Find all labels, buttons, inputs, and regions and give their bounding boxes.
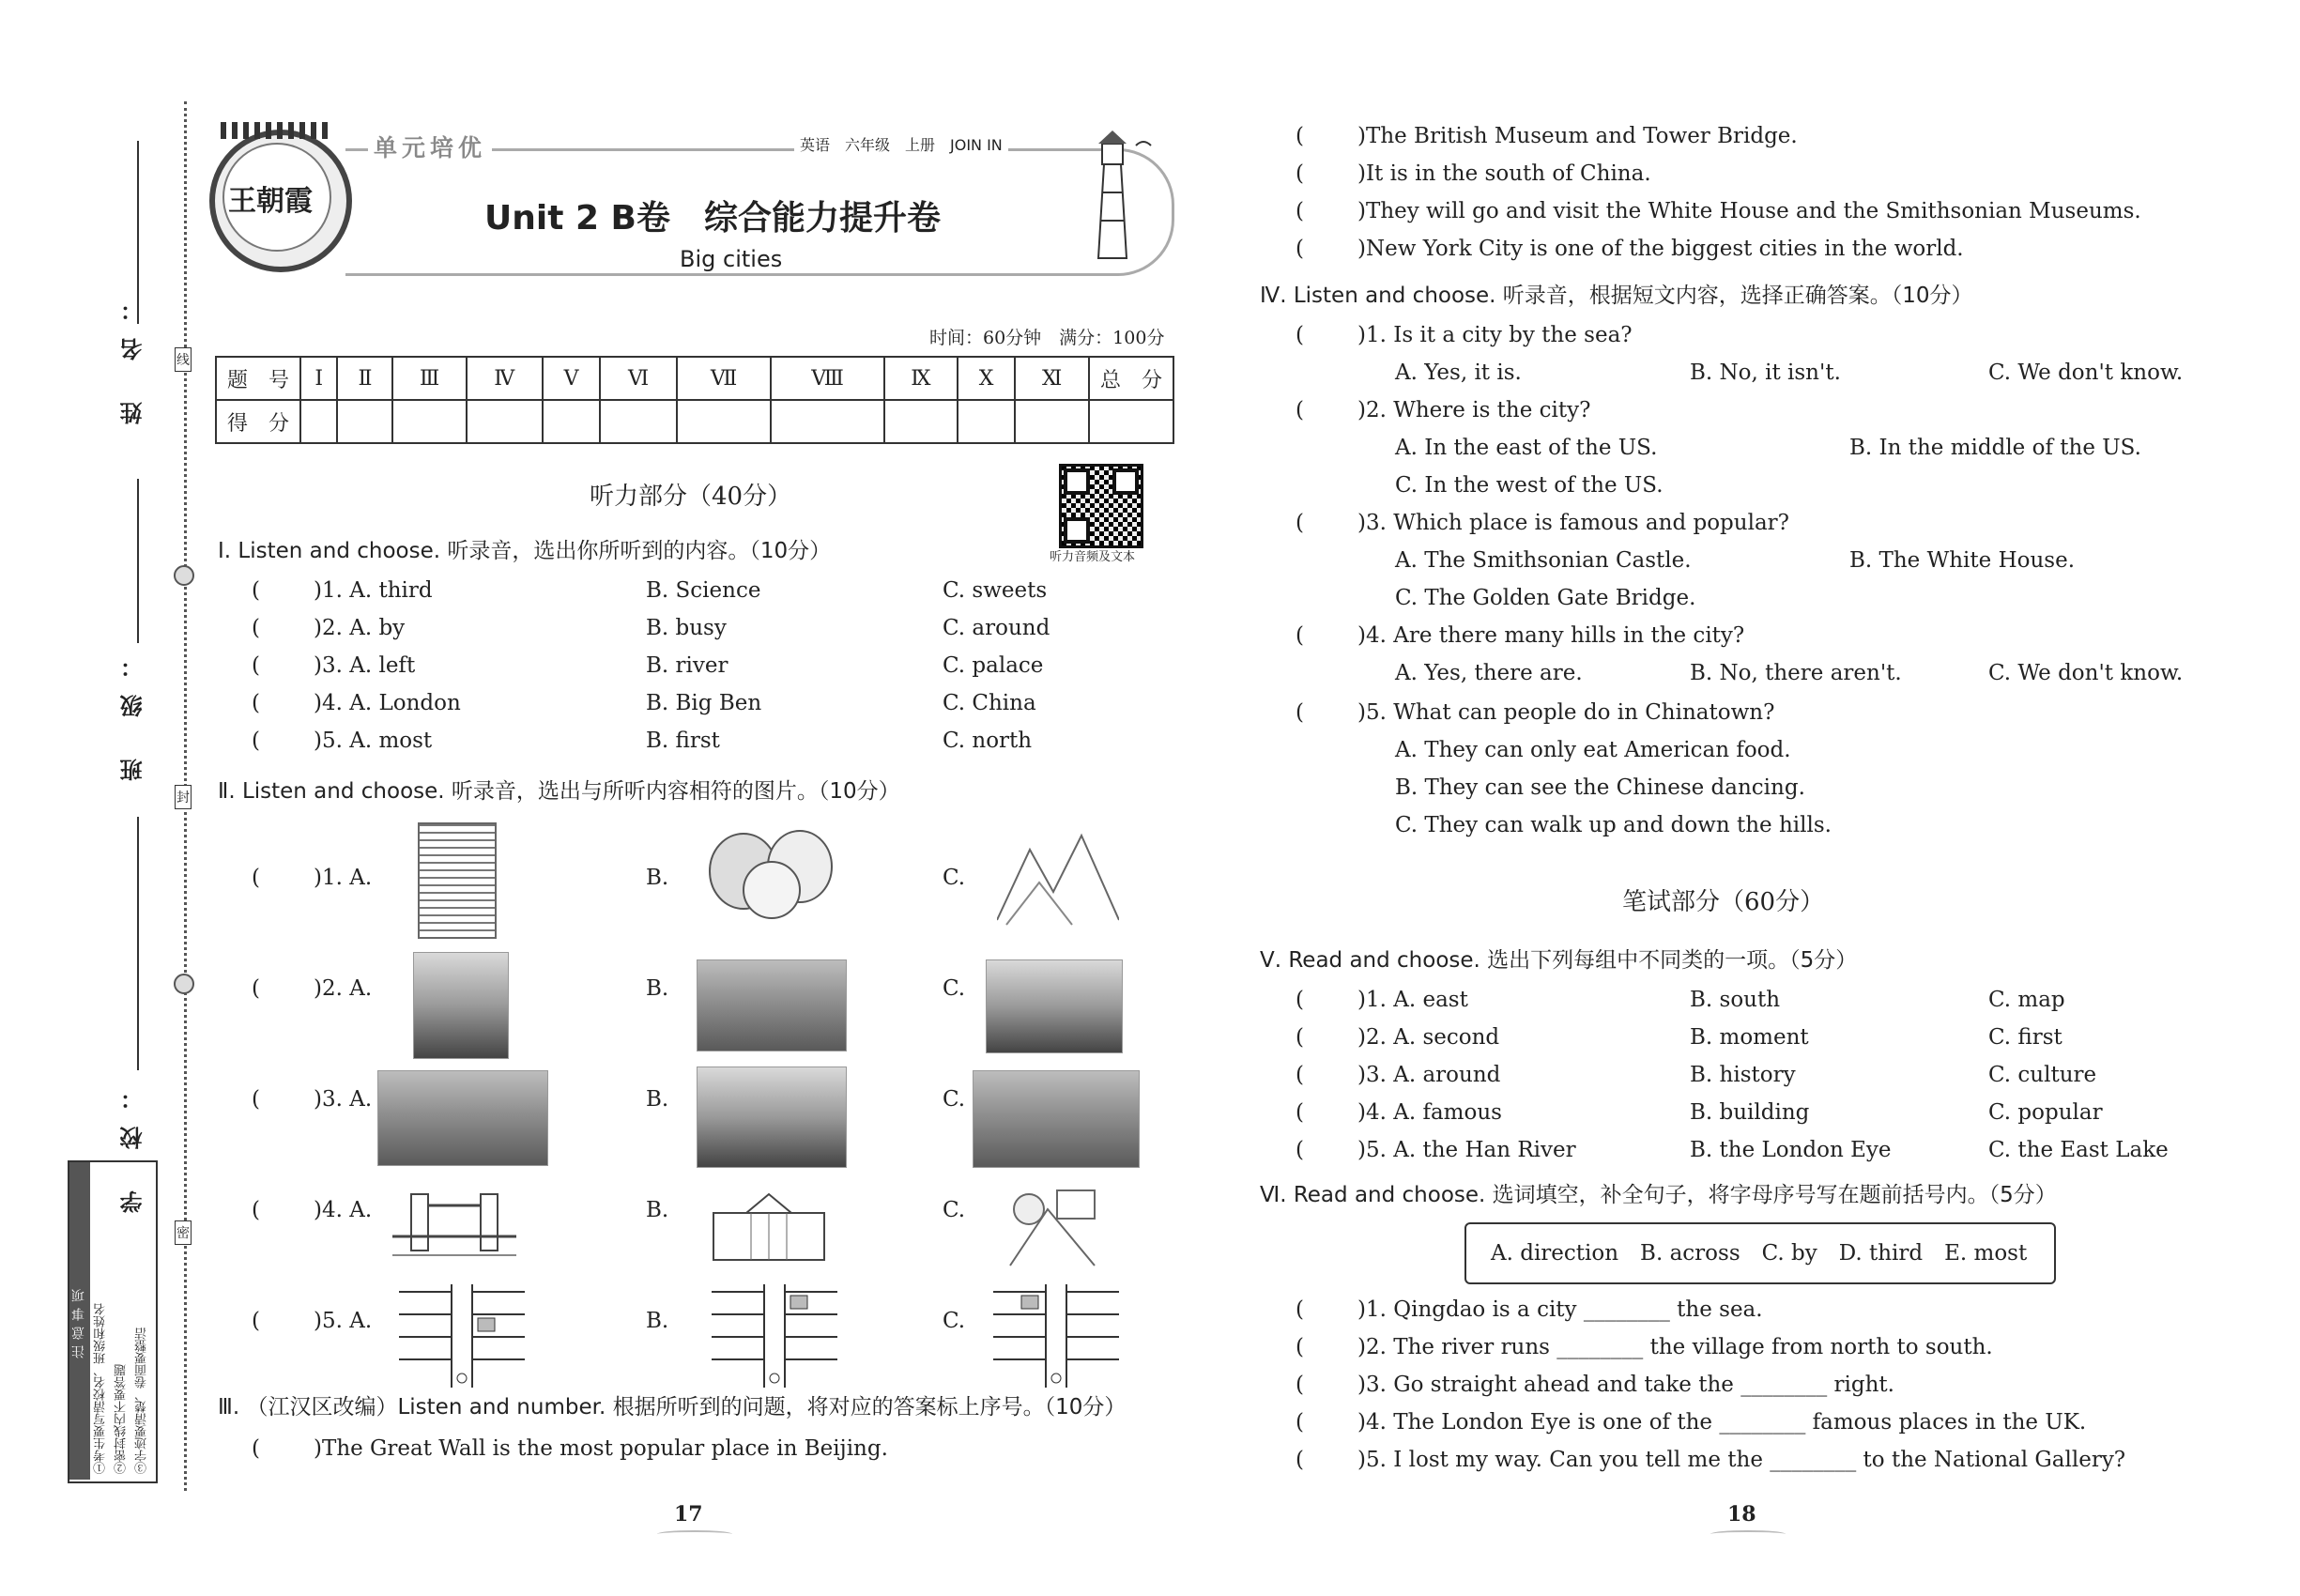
score-input[interactable]	[958, 400, 1015, 443]
page-ornament	[1710, 1530, 1786, 1538]
score-table-cell: Ⅴ	[543, 357, 601, 400]
question-text: )3. Go straight ahead and take the ________ right.	[1357, 1373, 1894, 1397]
answer-bracket[interactable]: (	[1296, 1448, 1304, 1472]
question-text: )2. The river runs ________ the village from north to south.	[1357, 1335, 1993, 1359]
answer-bracket[interactable]: (	[252, 729, 260, 753]
score-input[interactable]	[884, 400, 958, 443]
option-b: B. Big Ben	[646, 691, 762, 715]
page-ornament	[657, 1530, 732, 1538]
question-text: )3. Which place is famous and popular?	[1357, 511, 1789, 535]
answer-bracket[interactable]: (	[1296, 1297, 1304, 1322]
park-photo[interactable]	[986, 959, 1123, 1053]
answer-bracket[interactable]: (	[252, 1198, 260, 1222]
question-text: )5. A. most	[314, 729, 433, 753]
question-text: )1. A.	[314, 866, 373, 890]
option-b: B. south	[1690, 988, 1781, 1012]
mountains-picture[interactable]	[997, 826, 1119, 929]
score-table-cell: Ⅳ	[467, 357, 543, 400]
section-4-heading: Ⅳ. Listen and choose. 听录音，根据短文内容，选择正确答案。（10分）	[1260, 284, 1973, 308]
answer-option: )It is in the south of China.	[1357, 161, 1651, 186]
option-c: C. The Golden Gate Bridge.	[1395, 586, 1696, 610]
score-table-cell: Ⅸ	[884, 357, 958, 400]
score-table-cell: Ⅲ	[392, 357, 466, 400]
score-table-header-row	[216, 357, 1173, 400]
answer-bracket[interactable]: (	[1296, 199, 1304, 223]
option-a: A. Yes, there are.	[1395, 661, 1583, 685]
answer-bracket[interactable]: (	[252, 1309, 260, 1333]
option-b: B. They can see the Chinese dancing.	[1395, 775, 1805, 800]
question-text: )4. A. famous	[1357, 1100, 1502, 1125]
answer-bracket[interactable]: (	[252, 976, 260, 1001]
option-b: B. building	[1690, 1100, 1810, 1125]
section-3-heading: Ⅲ. （江汉区改编）Listen and number. 根据所听到的问题，将对应的答案标上序号。（10分）	[218, 1395, 1127, 1420]
score-table-cell: 得 分	[216, 400, 300, 443]
option-b: B.	[646, 1087, 669, 1112]
buckingham-photo[interactable]	[697, 959, 847, 1051]
lighthouse-icon	[1070, 127, 1155, 268]
answer-bracket[interactable]: (	[1296, 623, 1304, 648]
answer-bracket[interactable]: (	[1296, 398, 1304, 422]
option-b: B. Science	[646, 578, 761, 603]
question-text: )3. A.	[314, 1087, 373, 1112]
answer-option: )The Great Wall is the most popular place in Beijing.	[314, 1436, 888, 1461]
trees-picture[interactable]	[706, 824, 837, 929]
option-c: C. They can walk up and down the hills.	[1395, 813, 1832, 837]
class-label: 班 级：	[120, 638, 146, 782]
answer-bracket[interactable]: (	[252, 616, 260, 640]
answer-bracket[interactable]: (	[1296, 161, 1304, 186]
score-table-cell: Ⅰ	[300, 357, 337, 400]
notice-item: ③字迹要清楚、卷面要整洁	[135, 1327, 149, 1474]
answer-bracket[interactable]: (	[1296, 1335, 1304, 1359]
question-text: )1. Qingdao is a city ________ the sea.	[1357, 1297, 1763, 1322]
option-b: B. river	[646, 653, 728, 678]
map-b-picture[interactable]	[712, 1284, 837, 1388]
school-label: 学 校：	[120, 1070, 146, 1214]
question-text: )4. Are there many hills in the city?	[1357, 623, 1745, 648]
school-field[interactable]	[137, 817, 139, 1070]
score-input[interactable]	[600, 400, 676, 443]
tower-bridge-picture[interactable]	[392, 1185, 516, 1262]
option-b: B.	[646, 1309, 669, 1333]
score-input[interactable]	[543, 400, 601, 443]
score-table-cell: Ⅱ	[337, 357, 392, 400]
binding-hole-icon	[174, 974, 194, 994]
option-c: C. map	[1988, 988, 2065, 1012]
question-text: )2. Where is the city?	[1357, 398, 1591, 422]
score-table-score-row	[216, 400, 1173, 443]
option-a: A. Yes, it is.	[1395, 361, 1522, 385]
option-a: A. In the east of the US.	[1395, 436, 1658, 460]
crown-icon	[221, 122, 333, 139]
page-number-right: 18	[1727, 1502, 1756, 1527]
question-text: )4. A.	[314, 1198, 373, 1222]
answer-bracket[interactable]: (	[252, 653, 260, 678]
answer-bracket[interactable]: (	[252, 1087, 260, 1112]
name-label: 姓 名：	[120, 282, 146, 425]
answer-bracket[interactable]: (	[1296, 1138, 1304, 1162]
option-b: B. the London Eye	[1690, 1138, 1892, 1162]
score-table-cell: Ⅷ	[771, 357, 883, 400]
score-table-cell: 总 分	[1089, 357, 1173, 400]
score-table-cell: Ⅶ	[677, 357, 772, 400]
option-b: B. busy	[646, 616, 727, 640]
question-text: )1. A. third	[314, 578, 433, 603]
word-box-options: A. direction B. across C. by D. third E. most	[1491, 1241, 2028, 1266]
score-input[interactable]	[467, 400, 543, 443]
score-table-cell: Ⅹ	[958, 357, 1015, 400]
option-c: C.	[943, 976, 966, 1001]
cut-mark-feng: 封	[175, 785, 192, 809]
option-b: B.	[646, 976, 669, 1001]
score-input[interactable]	[677, 400, 772, 443]
option-c: C. popular	[1988, 1100, 2103, 1125]
white-house-picture[interactable]	[695, 1185, 843, 1269]
class-field[interactable]	[137, 479, 139, 643]
option-c: C. the East Lake	[1988, 1138, 2169, 1162]
option-c: C. sweets	[943, 578, 1048, 603]
score-input[interactable]	[337, 400, 392, 443]
question-text: )2. A. second	[1357, 1025, 1500, 1050]
brand-logo	[209, 130, 352, 272]
option-b: B.	[646, 866, 669, 890]
palace-photo[interactable]	[413, 952, 509, 1059]
option-c: C. palace	[943, 653, 1044, 678]
question-text: )5. A. the Han River	[1357, 1138, 1576, 1162]
cut-mark-mi: 密	[175, 1220, 192, 1245]
page-number-left: 17	[674, 1502, 703, 1527]
notice-item: ①考生要写清校名、班级和姓名	[94, 1303, 108, 1474]
option-c: C.	[943, 1087, 966, 1112]
answer-bracket[interactable]: (	[1296, 511, 1304, 535]
page-title: Unit 2 B卷 综合能力提升卷	[484, 199, 941, 238]
answer-bracket[interactable]: (	[1296, 1373, 1304, 1397]
question-text: )2. A. by	[314, 616, 406, 640]
section-5-heading: Ⅴ. Read and choose. 选出下列每组中不同类的一项。（5分）	[1260, 948, 1858, 973]
option-c: C. In the west of the US.	[1395, 473, 1664, 498]
section-2-heading: Ⅱ. Listen and choose. 听录音，选出与所听内容相符的图片。（10分）	[218, 779, 900, 804]
map-c-picture[interactable]	[993, 1284, 1119, 1388]
question-text: )5. A.	[314, 1309, 373, 1333]
answer-bracket[interactable]: (	[252, 578, 260, 603]
map-a-picture[interactable]	[399, 1284, 525, 1388]
score-input[interactable]	[392, 400, 466, 443]
answer-bracket[interactable]: (	[1296, 323, 1304, 347]
section-6-heading: Ⅵ. Read and choose. 选词填空，补全句子，将字母序号写在题前括号内。（5分）	[1260, 1183, 2057, 1207]
writing-title: 笔试部分（60分）	[1622, 888, 1825, 916]
course-meta: 英语 六年级 上册 JOIN IN	[794, 133, 1008, 155]
option-c: C. We don't know.	[1988, 361, 2184, 385]
option-c: C. We don't know.	[1988, 661, 2184, 685]
option-b: B. The White House.	[1849, 548, 2076, 573]
series-label: 单元培优	[368, 130, 492, 163]
qr-caption: 听力音频及文本	[1050, 550, 1136, 564]
option-c: C. north	[943, 729, 1033, 753]
answer-option: )The British Museum and Tower Bridge.	[1357, 124, 1798, 148]
answer-bracket[interactable]: (	[1296, 1025, 1304, 1050]
answer-bracket[interactable]: (	[1296, 1410, 1304, 1435]
option-c: C.	[943, 1198, 966, 1222]
answer-bracket[interactable]: (	[1296, 700, 1304, 725]
option-b: B. first	[646, 729, 720, 753]
score-input[interactable]	[771, 400, 883, 443]
score-table-cell: 题 号	[216, 357, 300, 400]
brand-name: 王朝霞	[228, 185, 313, 218]
question-text: )3. A. around	[1357, 1063, 1501, 1087]
binding-hole-icon	[174, 565, 194, 586]
answer-option: )New York City is one of the biggest cities in the world.	[1357, 237, 1964, 261]
option-c: C.	[943, 866, 966, 890]
question-text: )1. Is it a city by the sea?	[1357, 323, 1633, 347]
option-b: B. No, there aren't.	[1690, 661, 1902, 685]
question-text: )5. I lost my way. Can you tell me the ________ to the National Gallery?	[1357, 1448, 2126, 1472]
option-c: C. China	[943, 691, 1036, 715]
option-a: A. The Smithsonian Castle.	[1395, 548, 1692, 573]
qr-code-icon[interactable]	[1059, 464, 1143, 548]
question-text: )5. What can people do in Chinatown?	[1357, 700, 1775, 725]
name-field[interactable]	[137, 141, 139, 324]
word-box	[1464, 1222, 2056, 1284]
notice-box	[68, 1160, 158, 1483]
score-table-cell: Ⅵ	[600, 357, 676, 400]
option-a: A. They can only eat American food.	[1395, 738, 1791, 762]
score-input[interactable]	[1089, 400, 1173, 443]
answer-option: )They will go and visit the White House and the Smithsonian Museums.	[1357, 199, 2141, 223]
question-text: )1. A. east	[1357, 988, 1468, 1012]
london-eye-photo[interactable]	[697, 1067, 847, 1168]
option-c: C.	[943, 1309, 966, 1333]
skyscraper-picture[interactable]	[418, 822, 497, 939]
option-c: C. culture	[1988, 1063, 2097, 1087]
option-b: B. moment	[1690, 1025, 1809, 1050]
listening-title: 听力部分（40分）	[590, 483, 792, 511]
option-b: B. In the middle of the US.	[1849, 436, 2141, 460]
option-c: C. around	[943, 616, 1050, 640]
option-b: B. No, it isn't.	[1690, 361, 1841, 385]
notice-item: ②密封线内不要答题	[115, 1364, 129, 1474]
question-text: )4. A. London	[314, 691, 461, 715]
answer-bracket[interactable]: (	[1296, 988, 1304, 1012]
answer-bracket[interactable]: (	[252, 691, 260, 715]
exam-info: 时间：60分钟 满分：100分	[929, 328, 1165, 348]
score-input[interactable]	[300, 400, 337, 443]
option-b: B. history	[1690, 1063, 1796, 1087]
street-picture[interactable]	[1001, 1181, 1106, 1271]
section-1-heading: Ⅰ. Listen and choose. 听录音，选出你所听到的内容。（10分）	[218, 539, 832, 563]
option-b: B.	[646, 1198, 669, 1222]
answer-bracket[interactable]: (	[1296, 237, 1304, 261]
answer-bracket[interactable]: (	[1296, 124, 1304, 148]
answer-bracket[interactable]: (	[1296, 1100, 1304, 1125]
score-table	[215, 356, 1174, 444]
bridge-photo[interactable]	[377, 1070, 548, 1166]
option-c: C. first	[1988, 1025, 2062, 1050]
question-text: )3. A. left	[314, 653, 416, 678]
score-input[interactable]	[1015, 400, 1089, 443]
cut-mark-xian: 线	[175, 347, 192, 372]
answer-bracket[interactable]: (	[252, 866, 260, 890]
new-york-photo[interactable]	[973, 1070, 1140, 1168]
question-text: )4. The London Eye is one of the ________ famous places in the UK.	[1357, 1410, 2087, 1435]
answer-bracket[interactable]: (	[252, 1436, 260, 1461]
notice-title: 注意事项	[69, 1162, 90, 1480]
score-table-cell: Ⅺ	[1015, 357, 1089, 400]
answer-bracket[interactable]: (	[1296, 1063, 1304, 1087]
question-text: )2. A.	[314, 976, 373, 1001]
page-subtitle: Big cities	[672, 246, 790, 272]
